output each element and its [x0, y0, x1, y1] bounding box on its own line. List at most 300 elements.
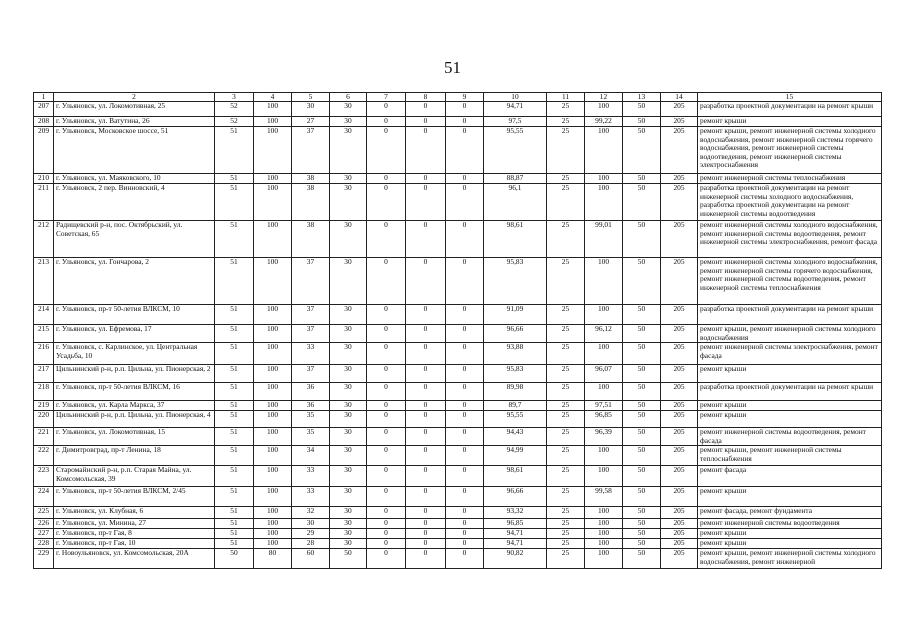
- value-cell-5: 60: [292, 549, 330, 569]
- table-row: [34, 529, 882, 539]
- value-cell-4: 100: [254, 174, 292, 184]
- value-cell-4: 100: [254, 519, 292, 529]
- value-cell-5: 37: [292, 127, 330, 174]
- value-cell-12: 100: [585, 305, 623, 325]
- value-cell-7: 0: [367, 401, 406, 411]
- value-cell-3: 51: [215, 325, 254, 343]
- value-cell-6: 30: [330, 383, 367, 401]
- address-cell: г. Ульяновск, ул. Ефремова, 17: [54, 325, 215, 343]
- address-cell: Цильнинский р-н, р.п. Цильна, ул. Пионерская, 4: [54, 411, 215, 428]
- value-cell-12: 100: [585, 507, 623, 519]
- value-cell-7: 0: [367, 428, 406, 446]
- value-cell-5: 34: [292, 446, 330, 466]
- table-row: [34, 519, 882, 529]
- value-cell-5: 37: [292, 258, 330, 305]
- value-cell-4: 100: [254, 529, 292, 539]
- value-cell-14: 205: [661, 305, 698, 325]
- value-cell-3: 51: [215, 428, 254, 446]
- value-cell-8: 0: [406, 487, 446, 507]
- row-number-cell: 225: [34, 507, 54, 519]
- row-number-cell: 216: [34, 343, 54, 365]
- value-cell-3: 51: [215, 258, 254, 305]
- value-cell-3: 51: [215, 305, 254, 325]
- row-number-cell: 222: [34, 446, 54, 466]
- column-header-7: 7: [367, 93, 406, 102]
- value-cell-9: 0: [446, 446, 484, 466]
- value-cell-5: 33: [292, 343, 330, 365]
- row-number-cell: 226: [34, 519, 54, 529]
- value-cell-14: 205: [661, 325, 698, 343]
- value-cell-4: 100: [254, 325, 292, 343]
- row-number-cell: 211: [34, 184, 54, 221]
- value-cell-3: 51: [215, 127, 254, 174]
- value-cell-13: 50: [623, 258, 661, 305]
- value-cell-12: 100: [585, 529, 623, 539]
- value-cell-14: 205: [661, 549, 698, 569]
- table-row: [34, 184, 882, 221]
- value-cell-8: 0: [406, 428, 446, 446]
- table-row: [34, 102, 882, 117]
- value-cell-5: 32: [292, 507, 330, 519]
- address-cell: г. Ульяновск, ул. Карла Маркса, 37: [54, 401, 215, 411]
- value-cell-5: 29: [292, 529, 330, 539]
- value-cell-7: 0: [367, 343, 406, 365]
- value-cell-5: 38: [292, 221, 330, 258]
- column-header-11: 11: [547, 93, 585, 102]
- value-cell-10: 96,85: [484, 519, 547, 529]
- table-row: [34, 428, 882, 446]
- value-cell-11: 25: [547, 184, 585, 221]
- address-cell: г. Ульяновск, 2 пер. Винновский, 4: [54, 184, 215, 221]
- value-cell-7: 0: [367, 519, 406, 529]
- value-cell-9: 0: [446, 549, 484, 569]
- value-cell-13: 50: [623, 411, 661, 428]
- value-cell-6: 30: [330, 117, 367, 127]
- value-cell-12: 100: [585, 519, 623, 529]
- value-cell-13: 50: [623, 383, 661, 401]
- value-cell-8: 0: [406, 343, 446, 365]
- value-cell-14: 205: [661, 365, 698, 383]
- value-cell-14: 205: [661, 411, 698, 428]
- value-cell-5: 28: [292, 539, 330, 549]
- value-cell-6: 30: [330, 446, 367, 466]
- table-row: [34, 487, 882, 507]
- value-cell-11: 25: [547, 221, 585, 258]
- row-number-cell: 212: [34, 221, 54, 258]
- value-cell-3: 50: [215, 549, 254, 569]
- value-cell-12: 97,51: [585, 401, 623, 411]
- value-cell-9: 0: [446, 487, 484, 507]
- row-number-cell: 209: [34, 127, 54, 174]
- value-cell-9: 0: [446, 102, 484, 117]
- value-cell-12: 100: [585, 466, 623, 487]
- work-type-cell: разработка проектной документации на ремонт крыши: [698, 383, 882, 401]
- value-cell-14: 205: [661, 507, 698, 519]
- value-cell-7: 0: [367, 102, 406, 117]
- value-cell-13: 50: [623, 221, 661, 258]
- value-cell-14: 205: [661, 174, 698, 184]
- value-cell-9: 0: [446, 507, 484, 519]
- value-cell-5: 35: [292, 411, 330, 428]
- value-cell-10: 97,5: [484, 117, 547, 127]
- value-cell-7: 0: [367, 325, 406, 343]
- value-cell-10: 94,71: [484, 539, 547, 549]
- value-cell-13: 50: [623, 428, 661, 446]
- value-cell-11: 25: [547, 117, 585, 127]
- value-cell-13: 50: [623, 507, 661, 519]
- value-cell-10: 95,83: [484, 365, 547, 383]
- value-cell-9: 0: [446, 221, 484, 258]
- value-cell-8: 0: [406, 325, 446, 343]
- value-cell-14: 205: [661, 102, 698, 117]
- value-cell-11: 25: [547, 325, 585, 343]
- address-cell: г. Ульяновск, Московское шоссе, 51: [54, 127, 215, 174]
- value-cell-11: 25: [547, 529, 585, 539]
- value-cell-3: 51: [215, 383, 254, 401]
- address-cell: Радищевский р-н, пос. Октябрьский, ул. Советская, 65: [54, 221, 215, 258]
- value-cell-10: 94,71: [484, 529, 547, 539]
- value-cell-9: 0: [446, 174, 484, 184]
- row-number-cell: 228: [34, 539, 54, 549]
- value-cell-10: 96,66: [484, 487, 547, 507]
- value-cell-3: 51: [215, 365, 254, 383]
- value-cell-11: 25: [547, 446, 585, 466]
- value-cell-12: 99,58: [585, 487, 623, 507]
- table-row: [34, 411, 882, 428]
- value-cell-5: 37: [292, 305, 330, 325]
- work-type-cell: разработка проектной документации на ремонт крыши: [698, 305, 882, 325]
- work-type-cell: разработка проектной документации на ремонт инженерной системы холодного водоснабжения, разработка проектной документации на ремонт инженерной системы водоотведения: [698, 184, 882, 221]
- value-cell-10: 95,55: [484, 127, 547, 174]
- value-cell-10: 98,61: [484, 466, 547, 487]
- value-cell-4: 100: [254, 487, 292, 507]
- value-cell-9: 0: [446, 184, 484, 221]
- table-row: [34, 401, 882, 411]
- work-type-cell: ремонт инженерной системы водоотведения, ремонт фасада: [698, 428, 882, 446]
- address-cell: г. Ульяновск, ул. Минина, 27: [54, 519, 215, 529]
- value-cell-5: 36: [292, 383, 330, 401]
- value-cell-3: 51: [215, 519, 254, 529]
- value-cell-5: 35: [292, 428, 330, 446]
- value-cell-8: 0: [406, 258, 446, 305]
- value-cell-11: 25: [547, 428, 585, 446]
- address-cell: г. Ульяновск, пр-т Гая, 8: [54, 529, 215, 539]
- value-cell-11: 25: [547, 549, 585, 569]
- value-cell-6: 30: [330, 305, 367, 325]
- table-row: [34, 325, 882, 343]
- value-cell-7: 0: [367, 466, 406, 487]
- value-cell-7: 0: [367, 529, 406, 539]
- value-cell-3: 52: [215, 117, 254, 127]
- column-header-9: 9: [446, 93, 484, 102]
- row-number-cell: 217: [34, 365, 54, 383]
- table-header-row: [34, 93, 882, 102]
- value-cell-6: 50: [330, 549, 367, 569]
- value-cell-6: 30: [330, 127, 367, 174]
- value-cell-9: 0: [446, 325, 484, 343]
- value-cell-14: 205: [661, 529, 698, 539]
- row-number-cell: 220: [34, 411, 54, 428]
- value-cell-13: 50: [623, 174, 661, 184]
- work-type-cell: ремонт крыши: [698, 539, 882, 549]
- work-type-cell: ремонт инженерной системы электроснабжения, ремонт фасада: [698, 343, 882, 365]
- value-cell-12: 99,01: [585, 221, 623, 258]
- value-cell-4: 100: [254, 102, 292, 117]
- value-cell-9: 0: [446, 343, 484, 365]
- value-cell-7: 0: [367, 305, 406, 325]
- value-cell-3: 51: [215, 343, 254, 365]
- value-cell-7: 0: [367, 383, 406, 401]
- value-cell-10: 95,83: [484, 258, 547, 305]
- address-cell: г. Ульяновск, ул. Гончарова, 2: [54, 258, 215, 305]
- value-cell-5: 30: [292, 102, 330, 117]
- value-cell-13: 50: [623, 446, 661, 466]
- value-cell-5: 38: [292, 174, 330, 184]
- value-cell-13: 50: [623, 487, 661, 507]
- row-number-cell: 210: [34, 174, 54, 184]
- value-cell-3: 51: [215, 221, 254, 258]
- value-cell-4: 100: [254, 411, 292, 428]
- value-cell-14: 205: [661, 401, 698, 411]
- value-cell-8: 0: [406, 184, 446, 221]
- table-row: [34, 446, 882, 466]
- work-type-cell: ремонт инженерной системы водоотведения: [698, 519, 882, 529]
- work-type-cell: ремонт фасада: [698, 466, 882, 487]
- work-type-cell: ремонт крыши: [698, 529, 882, 539]
- table-row: [34, 549, 882, 569]
- value-cell-8: 0: [406, 127, 446, 174]
- value-cell-14: 205: [661, 258, 698, 305]
- address-cell: г. Ульяновск, пр-т 50-летия ВЛКСМ, 16: [54, 383, 215, 401]
- column-header-12: 12: [585, 93, 623, 102]
- work-type-cell: ремонт крыши, ремонт инженерной системы холодного водоснабжения, ремонт инженерной: [698, 549, 882, 569]
- value-cell-13: 50: [623, 519, 661, 529]
- value-cell-7: 0: [367, 549, 406, 569]
- value-cell-11: 25: [547, 487, 585, 507]
- value-cell-13: 50: [623, 184, 661, 221]
- address-cell: г. Ульяновск, пр-т Гая, 10: [54, 539, 215, 549]
- value-cell-6: 30: [330, 411, 367, 428]
- value-cell-8: 0: [406, 507, 446, 519]
- column-header-10: 10: [484, 93, 547, 102]
- value-cell-7: 0: [367, 127, 406, 174]
- value-cell-14: 205: [661, 446, 698, 466]
- value-cell-10: 96,66: [484, 325, 547, 343]
- value-cell-8: 0: [406, 529, 446, 539]
- value-cell-11: 25: [547, 127, 585, 174]
- value-cell-5: 36: [292, 401, 330, 411]
- address-cell: г. Ульяновск, пр-т 50-летия ВЛКСМ, 10: [54, 305, 215, 325]
- value-cell-4: 80: [254, 549, 292, 569]
- value-cell-11: 25: [547, 174, 585, 184]
- value-cell-8: 0: [406, 174, 446, 184]
- table-row: [34, 305, 882, 325]
- value-cell-4: 100: [254, 343, 292, 365]
- value-cell-12: 99,22: [585, 117, 623, 127]
- value-cell-12: 100: [585, 383, 623, 401]
- value-cell-11: 25: [547, 365, 585, 383]
- value-cell-6: 30: [330, 184, 367, 221]
- value-cell-12: 96,39: [585, 428, 623, 446]
- value-cell-13: 50: [623, 365, 661, 383]
- value-cell-7: 0: [367, 539, 406, 549]
- value-cell-13: 50: [623, 102, 661, 117]
- value-cell-4: 100: [254, 539, 292, 549]
- value-cell-5: 37: [292, 325, 330, 343]
- column-header-4: 4: [254, 93, 292, 102]
- value-cell-12: 100: [585, 184, 623, 221]
- value-cell-8: 0: [406, 102, 446, 117]
- value-cell-12: 96,12: [585, 325, 623, 343]
- data-table: [33, 92, 882, 569]
- value-cell-13: 50: [623, 127, 661, 174]
- value-cell-8: 0: [406, 411, 446, 428]
- value-cell-11: 25: [547, 305, 585, 325]
- value-cell-6: 30: [330, 401, 367, 411]
- value-cell-8: 0: [406, 549, 446, 569]
- value-cell-9: 0: [446, 127, 484, 174]
- value-cell-4: 100: [254, 305, 292, 325]
- column-header-3: 3: [215, 93, 254, 102]
- value-cell-4: 100: [254, 507, 292, 519]
- row-number-cell: 208: [34, 117, 54, 127]
- row-number-cell: 227: [34, 529, 54, 539]
- value-cell-9: 0: [446, 539, 484, 549]
- column-header-5: 5: [292, 93, 330, 102]
- value-cell-14: 205: [661, 466, 698, 487]
- value-cell-13: 50: [623, 343, 661, 365]
- value-cell-13: 50: [623, 401, 661, 411]
- row-number-cell: 224: [34, 487, 54, 507]
- value-cell-13: 50: [623, 325, 661, 343]
- value-cell-13: 50: [623, 539, 661, 549]
- value-cell-3: 51: [215, 487, 254, 507]
- value-cell-8: 0: [406, 466, 446, 487]
- value-cell-10: 96,1: [484, 184, 547, 221]
- value-cell-14: 205: [661, 127, 698, 174]
- value-cell-9: 0: [446, 428, 484, 446]
- table-row: [34, 466, 882, 487]
- value-cell-6: 30: [330, 258, 367, 305]
- value-cell-14: 205: [661, 428, 698, 446]
- value-cell-11: 25: [547, 507, 585, 519]
- value-cell-6: 30: [330, 466, 367, 487]
- value-cell-3: 51: [215, 507, 254, 519]
- page-number: 51: [444, 58, 461, 77]
- value-cell-11: 25: [547, 466, 585, 487]
- value-cell-7: 0: [367, 446, 406, 466]
- work-type-cell: ремонт крыши: [698, 401, 882, 411]
- value-cell-6: 30: [330, 519, 367, 529]
- value-cell-10: 94,99: [484, 446, 547, 466]
- value-cell-12: 100: [585, 343, 623, 365]
- value-cell-10: 89,98: [484, 383, 547, 401]
- value-cell-12: 100: [585, 127, 623, 174]
- value-cell-10: 95,55: [484, 411, 547, 428]
- value-cell-13: 50: [623, 117, 661, 127]
- table-row: [34, 507, 882, 519]
- value-cell-8: 0: [406, 519, 446, 529]
- value-cell-7: 0: [367, 184, 406, 221]
- value-cell-8: 0: [406, 446, 446, 466]
- value-cell-3: 51: [215, 411, 254, 428]
- value-cell-9: 0: [446, 383, 484, 401]
- value-cell-10: 93,32: [484, 507, 547, 519]
- value-cell-12: 100: [585, 539, 623, 549]
- row-number-cell: 213: [34, 258, 54, 305]
- value-cell-10: 90,82: [484, 549, 547, 569]
- address-cell: г. Ульяновск, ул. Локомотивная, 25: [54, 102, 215, 117]
- table-row: [34, 258, 882, 305]
- value-cell-9: 0: [446, 466, 484, 487]
- work-type-cell: ремонт крыши: [698, 117, 882, 127]
- value-cell-13: 50: [623, 305, 661, 325]
- value-cell-4: 100: [254, 401, 292, 411]
- value-cell-9: 0: [446, 519, 484, 529]
- work-type-cell: ремонт крыши: [698, 487, 882, 507]
- value-cell-4: 100: [254, 466, 292, 487]
- address-cell: Цильнинский р-н, р.п. Цильна, ул. Пионерская, 2: [54, 365, 215, 383]
- value-cell-10: 88,87: [484, 174, 547, 184]
- value-cell-14: 205: [661, 487, 698, 507]
- value-cell-3: 52: [215, 102, 254, 117]
- value-cell-4: 100: [254, 221, 292, 258]
- value-cell-5: 38: [292, 184, 330, 221]
- value-cell-6: 30: [330, 221, 367, 258]
- value-cell-7: 0: [367, 507, 406, 519]
- column-header-14: 14: [661, 93, 698, 102]
- work-type-cell: ремонт крыши: [698, 411, 882, 428]
- value-cell-4: 100: [254, 365, 292, 383]
- value-cell-6: 30: [330, 365, 367, 383]
- row-number-cell: 221: [34, 428, 54, 446]
- work-type-cell: ремонт крыши, ремонт инженерной системы холодного водоснабжения, ремонт инженерной системы горячего водоснабжения, ремонт инженерной системы водоотведения, ремонт инженерной системы электроснабжения: [698, 127, 882, 174]
- value-cell-10: 94,43: [484, 428, 547, 446]
- value-cell-4: 100: [254, 258, 292, 305]
- value-cell-9: 0: [446, 401, 484, 411]
- value-cell-13: 50: [623, 466, 661, 487]
- value-cell-9: 0: [446, 411, 484, 428]
- value-cell-8: 0: [406, 305, 446, 325]
- address-cell: Старомайнский р-н, р.п. Старая Майна, ул. Комсомольская, 39: [54, 466, 215, 487]
- value-cell-6: 30: [330, 539, 367, 549]
- value-cell-7: 0: [367, 365, 406, 383]
- value-cell-7: 0: [367, 487, 406, 507]
- table-row: [34, 365, 882, 383]
- work-type-cell: ремонт инженерной системы холодного водоснабжения, ремонт инженерной системы водоотведения, ремонт инженерной системы электроснабжения, ремонт фасада: [698, 221, 882, 258]
- value-cell-8: 0: [406, 221, 446, 258]
- value-cell-10: 89,7: [484, 401, 547, 411]
- column-header-1: 1: [34, 93, 54, 102]
- value-cell-8: 0: [406, 365, 446, 383]
- value-cell-11: 25: [547, 343, 585, 365]
- value-cell-12: 96,07: [585, 365, 623, 383]
- value-cell-14: 205: [661, 539, 698, 549]
- work-type-cell: ремонт крыши, ремонт инженерной системы теплоснабжения: [698, 446, 882, 466]
- value-cell-11: 25: [547, 519, 585, 529]
- table-row: [34, 343, 882, 365]
- value-cell-11: 25: [547, 411, 585, 428]
- value-cell-8: 0: [406, 539, 446, 549]
- value-cell-9: 0: [446, 305, 484, 325]
- value-cell-4: 100: [254, 117, 292, 127]
- value-cell-5: 27: [292, 117, 330, 127]
- address-cell: г. Ульяновск, с. Карлинское, ул. Центральная Усадьба, 10: [54, 343, 215, 365]
- value-cell-14: 205: [661, 519, 698, 529]
- value-cell-4: 100: [254, 383, 292, 401]
- value-cell-11: 25: [547, 102, 585, 117]
- address-cell: г. Ульяновск, ул. Маяковского, 10: [54, 174, 215, 184]
